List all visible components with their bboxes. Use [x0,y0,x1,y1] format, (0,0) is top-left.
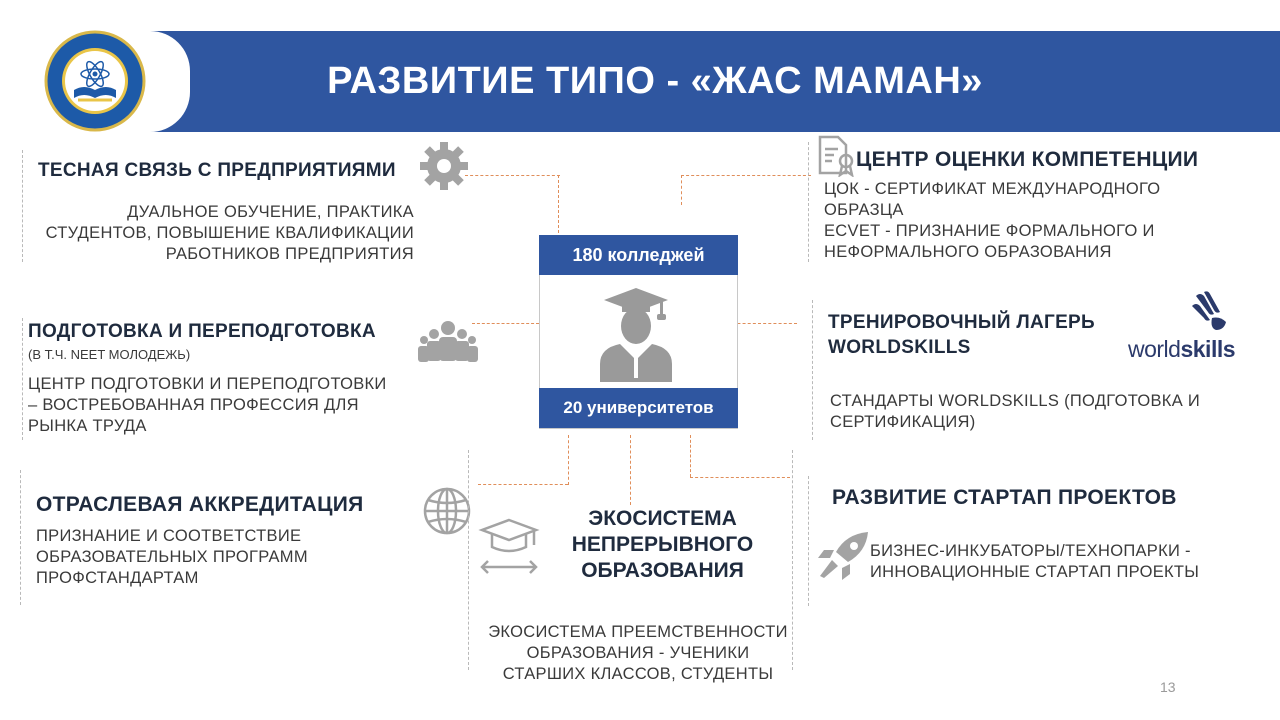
eco-title-line: ЭКОСИСТЕМА [588,507,737,530]
text-line: – ВОСТРЕБОВАННАЯ ПРОФЕССИЯ ДЛЯ [28,396,359,414]
rocket-icon [816,530,872,582]
heading-startups: РАЗВИТИЕ СТАРТАП ПРОЕКТОВ [832,486,1177,509]
right-divider-2 [812,300,813,440]
graduation-cap-arrows-icon [476,517,542,579]
connector [465,175,560,176]
text-line: СЕРТИФИКАЦИЯ) [830,413,976,431]
heading-enterprise-link: ТЕСНАЯ СВЯЗЬ С ПРЕДПРИЯТИЯМИ [38,160,396,181]
text-line: ОБРАЗОВАТЕЛЬНЫХ ПРОГРАММ [36,548,308,566]
text-line: ДУАЛЬНОЕ ОБУЧЕНИЕ, ПРАКТИКА [127,203,414,221]
worldskills-hand-icon [1190,290,1230,334]
eco-title-line: ОБРАЗОВАНИЯ [581,559,744,582]
eco-title [555,506,770,584]
connector [690,477,790,478]
text-line: ИННОВАЦИОННЫЕ СТАРТАП ПРОЕКТЫ [870,563,1200,581]
heading-competence-center: ЦЕНТР ОЦЕНКИ КОМПЕТЕНЦИИ [856,148,1199,171]
competence-center-text [824,179,1238,263]
universities-count: 20 университетов [539,388,738,428]
connector [681,175,682,205]
certificate-document-icon [814,133,858,177]
text-line: РЫНКА ТРУДА [28,417,147,435]
people-group-icon [418,318,478,370]
accreditation-text [36,526,400,589]
left-divider-2 [22,318,23,440]
startups-text [870,541,1230,583]
text-line: СТУДЕНТОВ, ПОВЫШЕНИЕ КВАЛИФИКАЦИИ [45,224,414,242]
eco-text [478,622,798,685]
connector [630,435,631,505]
graduate-icon [590,284,682,382]
worldskills-logo-skills: skills [1180,336,1236,362]
connector [681,175,811,176]
text-line: ОБРАЗОВАНИЯ - УЧЕНИКИ [526,644,750,662]
text-line: ПРОФСТАНДАРТАМ [36,569,199,587]
text-line: ПРИЗНАНИЕ И СООТВЕТСТВИЕ [36,527,302,545]
enterprise-link-text [22,202,414,265]
connector [690,435,691,477]
connector [472,323,539,324]
text-line: СТАНДАРТЫ WORLDSKILLS (ПОДГОТОВКА И [830,392,1201,410]
connector [568,435,569,485]
eco-title-line: НЕПРЕРЫВНОГО [571,533,754,556]
text-line: ОБРАЗЦА [824,201,904,219]
worldskills-logo-world: world [1128,336,1181,362]
heading-accreditation: ОТРАСЛЕВАЯ АККРЕДИТАЦИЯ [36,493,364,516]
heading-training: ПОДГОТОВКА И ПЕРЕПОДГОТОВКА [28,321,376,342]
training-subheading: (В Т.Ч. NEET МОЛОДЕЖЬ) [28,347,191,362]
right-divider-3 [808,476,809,606]
right-divider-1 [808,142,809,262]
eco-divider-left [468,450,469,670]
worldskills-logo [1128,290,1236,362]
heading-worldskills-camp [828,310,1095,360]
colleges-count: 180 колледжей [539,235,738,275]
page-title: РАЗВИТИЕ ТИПО - «ЖАС МАМАН» [327,60,983,102]
connector [478,484,568,485]
worldskills-wordmark [1128,336,1235,363]
text-line: СТАРШИХ КЛАССОВ, СТУДЕНТЫ [502,665,774,683]
text-line: БИЗНЕС-ИНКУБАТОРЫ/ТЕХНОПАРКИ - [870,542,1191,560]
connector [558,175,559,233]
text-line: ЦОК - СЕРТИФИКАТ МЕЖДУНАРОДНОГО [824,180,1161,198]
text-line: РАБОТНИКОВ ПРЕДПРИЯТИЯ [165,245,414,263]
page-number: 13 [1160,679,1176,695]
gear-icon [416,138,472,194]
text-line: ЭКОСИСТЕМА ПРЕЕМСТВЕННОСТИ [488,623,788,641]
text-line: НЕФОРМАЛЬНОГО ОБРАЗОВАНИЯ [824,243,1112,261]
text-line: ЦЕНТР ПОДГОТОВКИ И ПЕРЕПОДГОТОВКИ [28,375,387,393]
training-text [28,374,404,437]
heading-line: WORLDSKILLS [828,337,971,358]
globe-icon [422,486,472,536]
left-divider-3 [20,470,21,605]
heading-line: ТРЕНИРОВОЧНЫЙ ЛАГЕРЬ [828,312,1095,333]
text-line: ECVET - ПРИЗНАНИЕ ФОРМАЛЬНОГО И [824,222,1155,240]
worldskills-text [830,391,1222,433]
ministry-logo [42,28,148,134]
